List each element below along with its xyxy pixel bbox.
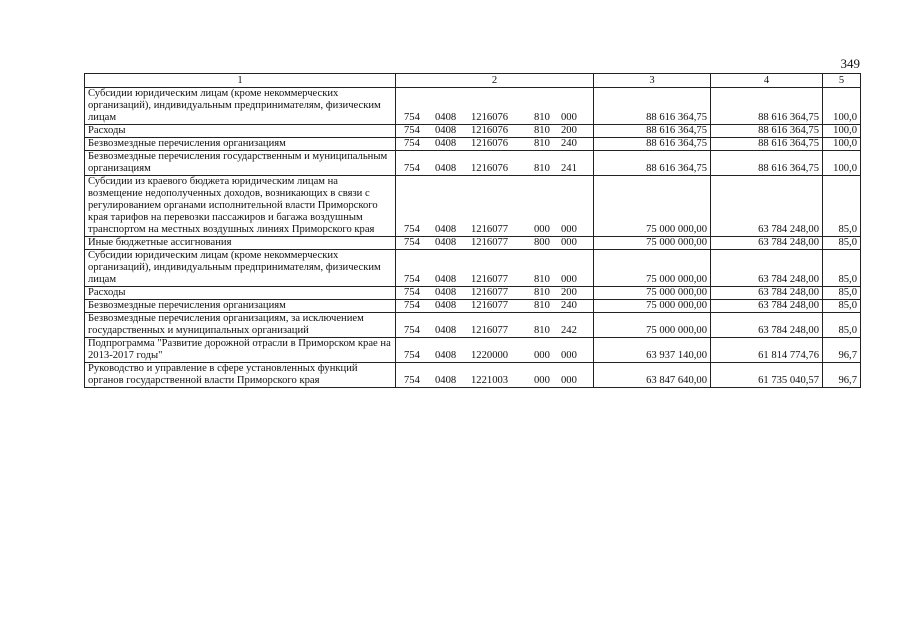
code-target-article: 1221003 — [471, 375, 509, 386]
code-kosgu: 240 — [561, 138, 577, 149]
code-section: 0408 — [435, 325, 457, 336]
code-target-article: 1216076 — [471, 138, 509, 149]
row-execution-percent: 85,0 — [823, 300, 861, 313]
code-expense-type: 000 — [534, 224, 550, 235]
table-row — [85, 250, 861, 287]
row-planned-amount: 75 000 000,00 — [594, 250, 711, 287]
header-col-2: 2 — [396, 74, 594, 88]
table-row — [85, 125, 861, 138]
row-planned-amount: 63 847 640,00 — [594, 363, 711, 388]
row-item-name: Субсидии из краевого бюджета юридическим лицам на возмещение недополученных доходов, возникающих в связи с регулированием органами исполнительной власти Приморского края тарифов на перевозки пассажиров и багажа воздушным транспортом на местных воздушных линиях Приморского края — [85, 176, 396, 237]
row-budget-codes — [396, 151, 594, 176]
code-section: 0408 — [435, 274, 457, 285]
row-planned-amount: 75 000 000,00 — [594, 313, 711, 338]
code-target-article: 1216077 — [471, 224, 509, 235]
code-kosgu: 240 — [561, 300, 577, 311]
code-administrator: 754 — [404, 112, 420, 123]
code-section: 0408 — [435, 112, 457, 123]
table-row — [85, 313, 861, 338]
row-item-name: Расходы — [85, 125, 396, 138]
code-expense-type: 800 — [534, 237, 550, 248]
row-executed-amount: 61 735 040,57 — [711, 363, 823, 388]
row-execution-percent: 100,0 — [823, 138, 861, 151]
code-kosgu: 200 — [561, 125, 577, 136]
row-executed-amount: 88 616 364,75 — [711, 125, 823, 138]
row-budget-codes — [396, 363, 594, 388]
code-section: 0408 — [435, 224, 457, 235]
row-item-name: Подпрограмма "Развитие дорожной отрасли в Приморском крае на 2013-2017 годы" — [85, 338, 396, 363]
code-kosgu: 000 — [561, 274, 577, 285]
table-row — [85, 338, 861, 363]
header-col-3: 3 — [594, 74, 711, 88]
row-item-name: Безвозмездные перечисления организациям, за исключением государственных и муниципальных организаций — [85, 313, 396, 338]
row-item-name: Безвозмездные перечисления организациям — [85, 138, 396, 151]
row-execution-percent: 85,0 — [823, 287, 861, 300]
row-item-name: Субсидии юридическим лицам (кроме некоммерческих организаций), индивидуальным предпринимателям, физическим лицам — [85, 250, 396, 287]
code-administrator: 754 — [404, 237, 420, 248]
code-administrator: 754 — [404, 125, 420, 136]
table-row — [85, 151, 861, 176]
row-planned-amount: 88 616 364,75 — [594, 88, 711, 125]
row-budget-codes — [396, 176, 594, 237]
code-section: 0408 — [435, 163, 457, 174]
row-planned-amount: 75 000 000,00 — [594, 237, 711, 250]
code-expense-type: 810 — [534, 163, 550, 174]
row-executed-amount: 61 814 774,76 — [711, 338, 823, 363]
code-administrator: 754 — [404, 163, 420, 174]
table-row — [85, 300, 861, 313]
code-administrator: 754 — [404, 325, 420, 336]
code-administrator: 754 — [404, 224, 420, 235]
code-target-article: 1216077 — [471, 300, 509, 311]
code-kosgu: 000 — [561, 112, 577, 123]
row-budget-codes — [396, 237, 594, 250]
row-item-name: Расходы — [85, 287, 396, 300]
row-budget-codes — [396, 313, 594, 338]
header-col-5: 5 — [823, 74, 861, 88]
row-planned-amount: 88 616 364,75 — [594, 125, 711, 138]
row-budget-codes — [396, 287, 594, 300]
code-expense-type: 810 — [534, 112, 550, 123]
code-section: 0408 — [435, 300, 457, 311]
code-target-article: 1216076 — [471, 125, 509, 136]
code-target-article: 1216077 — [471, 325, 509, 336]
code-target-article: 1216076 — [471, 163, 509, 174]
code-administrator: 754 — [404, 274, 420, 285]
code-kosgu: 200 — [561, 287, 577, 298]
code-expense-type: 810 — [534, 125, 550, 136]
row-execution-percent: 85,0 — [823, 237, 861, 250]
code-administrator: 754 — [404, 138, 420, 149]
row-planned-amount: 88 616 364,75 — [594, 151, 711, 176]
code-expense-type: 810 — [534, 274, 550, 285]
code-target-article: 1216077 — [471, 287, 509, 298]
row-item-name: Субсидии юридическим лицам (кроме некоммерческих организаций), индивидуальным предпринимателям, физическим лицам — [85, 88, 396, 125]
row-item-name: Иные бюджетные ассигнования — [85, 237, 396, 250]
row-execution-percent: 85,0 — [823, 313, 861, 338]
row-executed-amount: 88 616 364,75 — [711, 151, 823, 176]
row-executed-amount: 63 784 248,00 — [711, 287, 823, 300]
code-expense-type: 810 — [534, 300, 550, 311]
code-expense-type: 810 — [534, 138, 550, 149]
code-target-article: 1216077 — [471, 274, 509, 285]
row-executed-amount: 63 784 248,00 — [711, 237, 823, 250]
row-planned-amount: 75 000 000,00 — [594, 300, 711, 313]
page-number: 349 — [840, 56, 860, 71]
row-executed-amount: 63 784 248,00 — [711, 313, 823, 338]
row-budget-codes — [396, 250, 594, 287]
code-administrator: 754 — [404, 287, 420, 298]
header-col-4: 4 — [711, 74, 823, 88]
table-row — [85, 176, 861, 237]
code-expense-type: 000 — [534, 375, 550, 386]
table-row — [85, 88, 861, 125]
code-section: 0408 — [435, 287, 457, 298]
row-executed-amount: 88 616 364,75 — [711, 138, 823, 151]
row-executed-amount: 63 784 248,00 — [711, 250, 823, 287]
row-item-name: Безвозмездные перечисления организациям — [85, 300, 396, 313]
table-row — [85, 287, 861, 300]
row-budget-codes — [396, 88, 594, 125]
code-section: 0408 — [435, 237, 457, 248]
row-execution-percent: 100,0 — [823, 151, 861, 176]
row-execution-percent: 100,0 — [823, 88, 861, 125]
code-section: 0408 — [435, 125, 457, 136]
code-section: 0408 — [435, 350, 457, 361]
row-execution-percent: 85,0 — [823, 176, 861, 237]
code-administrator: 754 — [404, 350, 420, 361]
row-planned-amount: 88 616 364,75 — [594, 138, 711, 151]
code-section: 0408 — [435, 375, 457, 386]
code-kosgu: 000 — [561, 237, 577, 248]
row-execution-percent: 96,7 — [823, 338, 861, 363]
row-budget-codes — [396, 338, 594, 363]
header-col-1: 1 — [85, 74, 396, 88]
code-kosgu: 000 — [561, 375, 577, 386]
row-execution-percent: 85,0 — [823, 250, 861, 287]
row-executed-amount: 88 616 364,75 — [711, 88, 823, 125]
row-planned-amount: 75 000 000,00 — [594, 176, 711, 237]
table-row — [85, 363, 861, 388]
code-section: 0408 — [435, 138, 457, 149]
code-kosgu: 241 — [561, 163, 577, 174]
row-item-name: Руководство и управление в сфере установленных функций органов государственной власти Приморского края — [85, 363, 396, 388]
row-execution-percent: 100,0 — [823, 125, 861, 138]
code-expense-type: 810 — [534, 325, 550, 336]
code-kosgu: 000 — [561, 350, 577, 361]
code-target-article: 1216076 — [471, 112, 509, 123]
code-administrator: 754 — [404, 300, 420, 311]
budget-execution-table — [84, 73, 861, 388]
code-target-article: 1220000 — [471, 350, 509, 361]
row-budget-codes — [396, 125, 594, 138]
table-row — [85, 138, 861, 151]
code-administrator: 754 — [404, 375, 420, 386]
row-executed-amount: 63 784 248,00 — [711, 300, 823, 313]
row-planned-amount: 75 000 000,00 — [594, 287, 711, 300]
header-row — [85, 74, 861, 88]
code-kosgu: 242 — [561, 325, 577, 336]
code-target-article: 1216077 — [471, 237, 509, 248]
row-item-name: Безвозмездные перечисления государственным и муниципальным организациям — [85, 151, 396, 176]
row-executed-amount: 63 784 248,00 — [711, 176, 823, 237]
row-execution-percent: 96,7 — [823, 363, 861, 388]
table-row — [85, 237, 861, 250]
row-budget-codes — [396, 138, 594, 151]
code-expense-type: 000 — [534, 350, 550, 361]
code-expense-type: 810 — [534, 287, 550, 298]
row-budget-codes — [396, 300, 594, 313]
row-planned-amount: 63 937 140,00 — [594, 338, 711, 363]
code-kosgu: 000 — [561, 224, 577, 235]
